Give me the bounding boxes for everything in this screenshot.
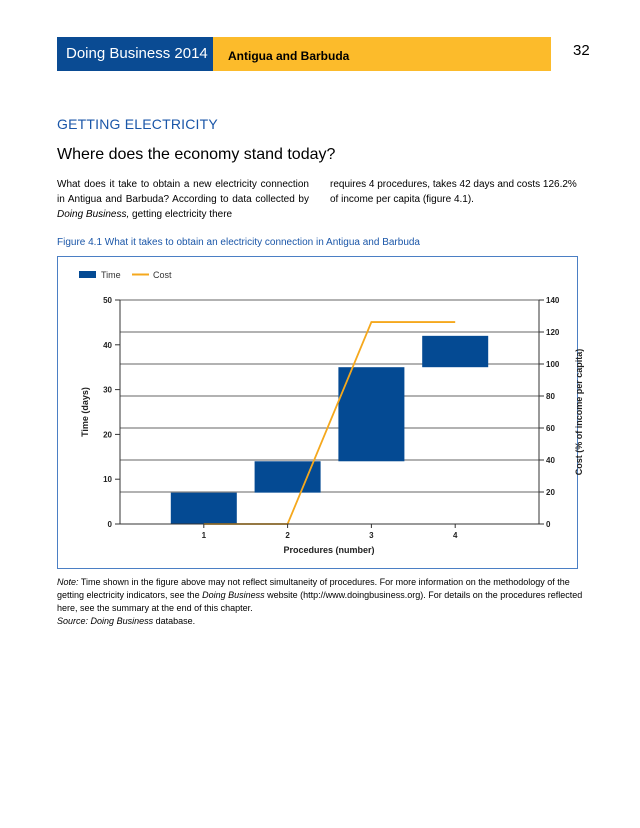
y-tick-label: 20: [103, 430, 112, 440]
time-bar: [255, 461, 321, 492]
report-title-banner: [57, 37, 213, 71]
source-emphasis: Doing Business: [90, 616, 154, 626]
y2-tick-label: 120: [546, 328, 560, 337]
note-paragraph: [57, 576, 585, 615]
section-title: GETTING ELECTRICITY: [57, 116, 218, 132]
line-layer: [204, 322, 455, 524]
legend-time-label: Time: [101, 270, 121, 280]
y2-tick-label: 80: [546, 392, 555, 401]
note-label: Note:: [57, 577, 79, 587]
intro-text-2: getting electricity there: [129, 209, 233, 220]
y2-tick-label: 100: [546, 360, 560, 369]
y2-tick-label: 20: [546, 488, 555, 497]
section-subtitle: Where does the economy stand today?: [57, 146, 336, 163]
x-tick-label: 3: [369, 531, 374, 540]
note-emphasis: Doing Business: [202, 590, 265, 600]
y-tick-label: 40: [103, 340, 112, 350]
y2-axis-label: Cost (% of income per capita): [574, 348, 584, 476]
y-tick-label: 50: [103, 296, 112, 305]
y-axis-label: Time (days): [80, 387, 90, 437]
legend-time-swatch: [79, 271, 96, 278]
y-tick-label: 0: [107, 520, 112, 529]
page-number: 32: [573, 42, 590, 59]
source-label: Source:: [57, 616, 89, 626]
y-tick-label: 10: [103, 475, 112, 485]
source-paragraph: [57, 615, 585, 628]
grid-layer: [120, 300, 539, 492]
legend-layer: [79, 270, 172, 280]
economy-name: Antigua and Barbuda: [228, 49, 350, 63]
report-title: Doing Business 2014: [66, 45, 208, 62]
time-bar: [422, 336, 488, 367]
legend-cost-label: Cost: [153, 270, 172, 280]
figure-caption: Figure 4.1 What it takes to obtain an electricity connection in Antigua and Barbuda: [57, 237, 420, 248]
economy-banner: [213, 37, 551, 71]
y2-tick-label: 0: [546, 520, 551, 529]
intro-paragraph-left: [57, 177, 309, 222]
source-text: database.: [153, 616, 196, 626]
chart-frame: [57, 256, 584, 569]
figure-notes: [57, 576, 585, 628]
y2-tick-label: 140: [546, 296, 560, 305]
x-tick-label: 1: [201, 531, 207, 540]
intro-paragraph-right: requires 4 procedures, takes 42 days and costs 126.2% of income per capita (figure 4.1).: [330, 179, 577, 205]
time-bar: [338, 367, 404, 461]
intro-emphasis: Doing Business,: [57, 209, 130, 220]
x-tick-label: 4: [452, 531, 458, 540]
time-bar: [171, 493, 237, 524]
y2-tick-label: 40: [546, 456, 555, 465]
note-text-2: website (http://www.doingbusiness.org). For details on the procedures reflected here, see the summary at the end of this chapter.: [57, 590, 583, 613]
intro-text-1: What does it take to obtain a new electricity connection in Antigua and Barbuda? According to data collected by: [57, 179, 309, 205]
note-text-1: Time shown in the figure above may not reflect simultaneity of procedures. For more information on the methodology of the getting electricity indicators, see the: [57, 577, 570, 600]
cost-line: [204, 322, 455, 524]
x-tick-label: 2: [285, 531, 290, 540]
y2-tick-label: 60: [546, 424, 555, 433]
x-axis-label: Procedures (number): [283, 545, 375, 555]
y-tick-label: 30: [103, 385, 112, 395]
electricity-chart: [58, 257, 584, 568]
